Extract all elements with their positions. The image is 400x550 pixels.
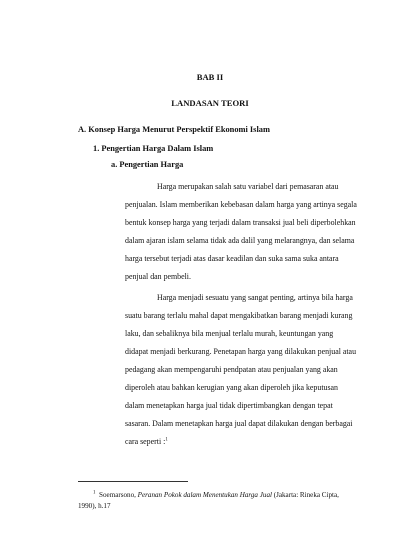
- footnote-publisher: (Jakarta: Rineka Cipta,: [271, 491, 339, 499]
- footnote-divider: [78, 481, 188, 482]
- paragraph-line: dalam ajaran islam selama tidak ada dalil yang melarangnya, dan selama: [125, 236, 355, 245]
- footnote-line-2: 1990), h.17: [78, 502, 111, 510]
- chapter-title: LANDASAN TEORI: [171, 98, 249, 108]
- paragraph-line: penjualan. Islam memberikan kebebasan dalam harga yang artinya segala: [125, 200, 357, 209]
- chapter-number: BAB II: [196, 72, 224, 82]
- paragraph-line: pedagang akan mempengaruhi pendpatan atau penjualan yang akan: [125, 365, 338, 374]
- footnote-number: 1: [93, 490, 96, 496]
- paragraph-line-text: cara seperti :: [125, 437, 166, 446]
- subsection-heading-a: a. Pengertian Harga: [111, 160, 184, 169]
- paragraph-line: sasaran. Dalam menetapkan harga jual dapat dilakukan dengan berbagai: [125, 419, 353, 428]
- paragraph-line: laku, dan sebaliknya bila menjual terlalu murah, keuntungan yang: [125, 329, 334, 338]
- paragraph-line-last: [125, 437, 168, 446]
- footnote-reference: 1: [165, 437, 168, 443]
- footnote-book-title: Peranan Pokok dalam Menentukan Harga Jual: [137, 491, 272, 499]
- paragraph-line: dalam menetapkan harga jual tidak dipertimbangkan dengan tepat: [125, 401, 333, 410]
- subsection-heading-1: 1. Pengertian Harga Dalam Islam: [93, 144, 214, 153]
- footnote-line-1: [93, 491, 339, 499]
- paragraph-line: suatu barang terlalu mahal dapat mengakibatkan barang menjadi kurang: [125, 311, 353, 320]
- section-heading-a: A. Konsep Harga Menurut Perspektif Ekonomi Islam: [78, 125, 270, 134]
- paragraph-line: bentuk konsep harga yang terjadi dalam transaksi jual beli diperbolehkan: [125, 218, 356, 227]
- paragraph-line: diperoleh atau bahkan kerugian yang akan diperoleh jika keputusan: [125, 383, 338, 392]
- paragraph-line: didapat menjadi berkurang. Penetapan harga yang dilakukan penjual atau: [125, 347, 357, 356]
- paragraph-line: Harga merupakan salah satu variabel dari pemasaran atau: [157, 182, 339, 191]
- paragraph-line: penjual dan pembeli.: [125, 272, 191, 281]
- footnote-author: Soemarsono,: [99, 491, 138, 499]
- paragraph-line: Harga menjadi sesuatu yang sangat penting, artinya bila harga: [157, 293, 353, 302]
- paragraph-line: harga tersebut terjadi atas dasar keadilan dan suka sama suka antara: [125, 254, 339, 263]
